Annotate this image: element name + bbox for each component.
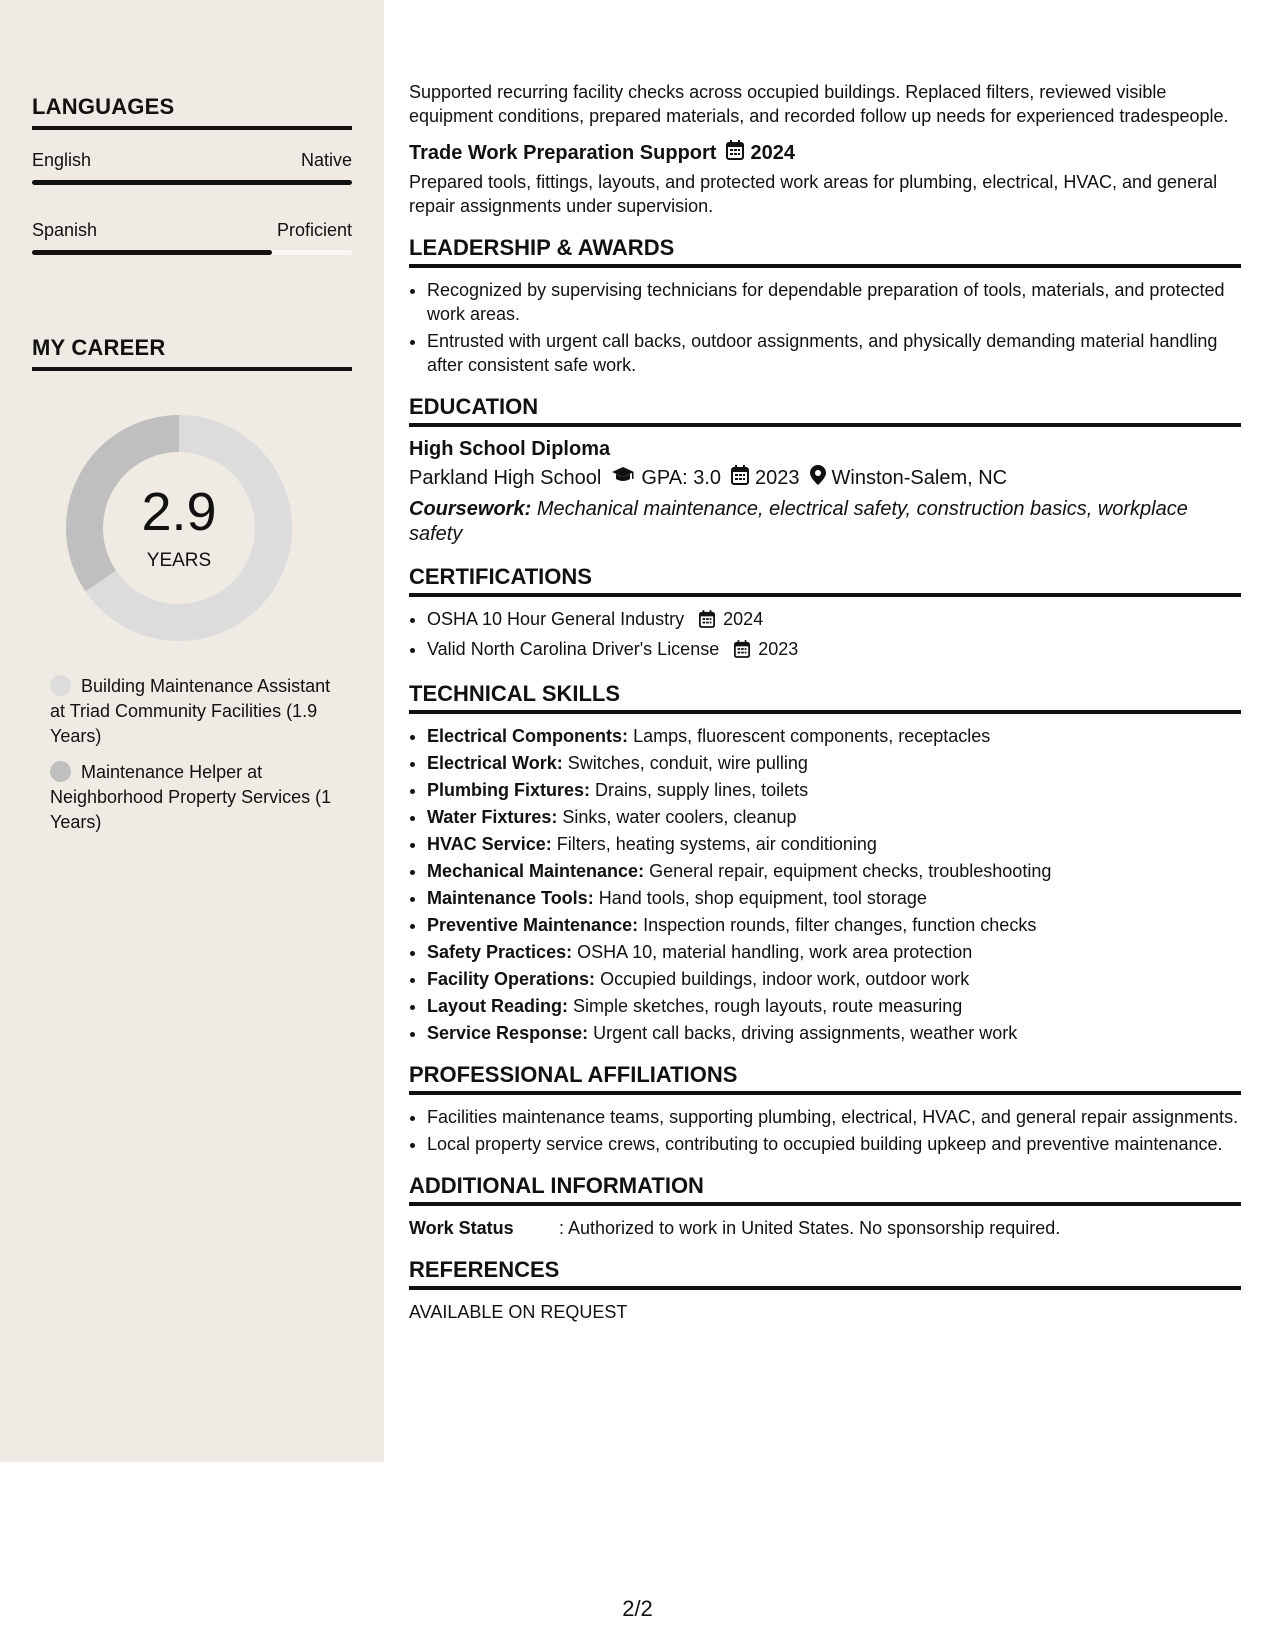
coursework-label: Coursework: [409,498,532,520]
education-details [409,465,1241,491]
degree: High School Diploma [409,438,611,460]
skill-item [427,940,1241,964]
project-description: Prepared tools, fittings, layouts, and protected work areas for plumbing, electrical, HVAC, and general repair assignments under supervision. [409,172,1218,216]
skill-label: Electrical Work: [427,753,563,773]
language-name: English [32,150,92,170]
skill-label: Preventive Maintenance: [427,915,639,935]
graduation-cap-icon [611,466,635,490]
school-name: Parkland High School [409,467,602,489]
education-heading: EDUCATION [409,395,1241,427]
calendar-icon [731,465,749,491]
language-level: Native [300,150,352,170]
skills-heading: TECHNICAL SKILLS [409,682,1241,714]
career-role-label: Maintenance Helper at Neighborhood Property Services (1 Years) [50,762,332,832]
language-proficiency-fill [32,250,272,255]
skill-value: Filters, heating systems, air conditioning [556,834,877,854]
school-location: Winston-Salem, NC [831,467,1008,489]
additional-info-heading: ADDITIONAL INFORMATION [409,1174,1241,1206]
main-content [409,80,1241,1324]
skill-value: Simple sketches, rough layouts, route measuring [573,996,963,1016]
skill-item [427,994,1241,1018]
list-item: • Entrusted with urgent call backs, outdoor assignments, and physically demanding material handling after consistent safe work. [427,329,1241,377]
calendar-icon [734,640,750,664]
calendar-icon [699,610,715,634]
location-pin-icon [810,465,826,491]
affiliations-heading: PROFESSIONAL AFFILIATIONS [409,1063,1241,1095]
affiliations-list [409,1105,1241,1156]
language-item [32,150,352,185]
languages-section [32,94,352,255]
skill-value: Sinks, water coolers, cleanup [562,807,797,827]
skill-item [427,967,1241,991]
references-text: AVAILABLE ON REQUEST [409,1302,628,1322]
certifications-heading: CERTIFICATIONS [409,565,1241,597]
skill-label: Facility Operations: [427,969,596,989]
skill-label: Water Fixtures: [427,807,558,827]
skill-value: Lamps, fluorescent components, receptacles [633,726,991,746]
skill-value: Switches, conduit, wire pulling [567,753,808,773]
career-role-label: Building Maintenance Assistant at Triad Community Facilities (1.9 Years) [50,676,331,746]
page-number: 2/2 [622,1596,653,1621]
languages-heading: LANGUAGES [32,94,352,130]
skill-item [427,778,1241,802]
skill-value: Urgent call backs, driving assignments, weather work [593,1023,1018,1043]
skill-label: Plumbing Fixtures: [427,780,591,800]
certification-item [427,607,1241,634]
skill-label: HVAC Service: [427,834,552,854]
skill-item [427,751,1241,775]
work-status-row [409,1216,1241,1240]
skill-item [427,913,1241,937]
language-level: Proficient [276,220,352,240]
skill-item [427,724,1241,748]
project-title: Trade Work Preparation Support [409,142,717,164]
language-proficiency-bar [32,250,352,255]
calendar-icon [726,140,744,166]
skill-item [427,859,1241,883]
language-proficiency-fill [32,180,352,185]
coursework-text: Mechanical maintenance, electrical safety, construction basics, workplace safety [409,498,1188,545]
skill-label: Safety Practices: [427,942,573,962]
career-heading: MY CAREER [32,335,352,371]
career-total-years: 2.9 [141,482,217,542]
skill-value: Hand tools, shop equipment, tool storage [598,888,927,908]
skills-list [409,724,1241,1045]
certification-year: 2024 [723,609,764,629]
skill-label: Layout Reading: [427,996,569,1016]
work-status-label: Work Status [409,1218,514,1238]
skill-label: Mechanical Maintenance: [427,861,645,881]
work-status-value: : Authorized to work in United States. No sponsorship required. [559,1218,1061,1238]
coursework [409,497,1241,547]
leadership-heading: LEADERSHIP & AWARDS [409,236,1241,268]
language-name: Spanish [32,220,98,240]
legend-dot [50,761,71,782]
skill-item [427,832,1241,856]
gpa: GPA: 3.0 [641,467,722,489]
legend-dot [50,675,71,696]
list-item: • Facilities maintenance teams, supporting plumbing, electrical, HVAC, and general repair assignments. [427,1105,1241,1129]
leadership-list [409,278,1241,377]
skill-value: Drains, supply lines, toilets [595,780,809,800]
career-legend-item [50,760,340,835]
graduation-year: 2023 [755,467,800,489]
career-legend [50,674,340,846]
sidebar [0,0,384,1462]
skill-label: Maintenance Tools: [427,888,594,908]
certification-name: Valid North Carolina Driver's License [427,639,720,659]
references-heading: REFERENCES [409,1258,1241,1290]
language-proficiency-bar [32,180,352,185]
certifications-list [409,607,1241,664]
career-donut-chart [66,415,292,641]
skill-item [427,1021,1241,1045]
skill-value: General repair, equipment checks, troubleshooting [649,861,1052,881]
certification-item [427,637,1241,664]
skill-item [427,886,1241,910]
career-section [32,335,352,371]
career-total-unit: YEARS [146,550,212,571]
skill-value: Inspection rounds, filter changes, function checks [643,915,1037,935]
project-year: 2024 [750,142,795,164]
skill-value: OSHA 10, material handling, work area protection [577,942,973,962]
skill-value: Occupied buildings, indoor work, outdoor work [600,969,970,989]
skill-label: Electrical Components: [427,726,629,746]
list-item: • Local property service crews, contributing to occupied building upkeep and preventive maintenance. [427,1132,1241,1156]
list-item: • Recognized by supervising technicians for dependable preparation of tools, materials, and protected work areas. [427,278,1241,326]
certification-name: OSHA 10 Hour General Industry [427,609,685,629]
career-legend-item [50,674,340,749]
experience-description: Supported recurring facility checks across occupied buildings. Replaced filters, reviewed visible equipment conditions, prepared materials, and recorded follow up needs for experienced tradespeople. [409,82,1229,126]
language-item [32,220,352,255]
project-title-row [409,140,1241,166]
skill-item [427,805,1241,829]
certification-year: 2023 [758,639,799,659]
skill-label: Service Response: [427,1023,589,1043]
